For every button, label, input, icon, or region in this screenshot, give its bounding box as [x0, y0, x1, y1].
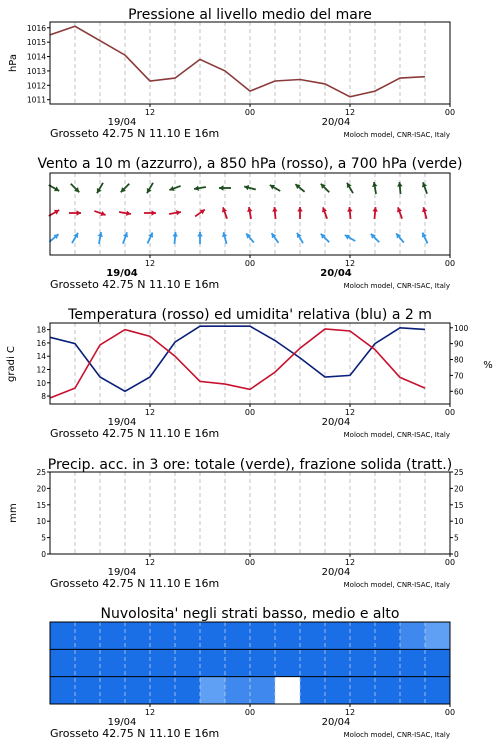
cloud-cell-medio — [425, 649, 451, 677]
model-credit: Moloch model, CNR-ISAC, Italy — [343, 431, 450, 439]
wind-arrow-10m — [172, 232, 177, 244]
x-tick-label: 00 — [244, 259, 256, 268]
y2-tick-label: 5 — [454, 533, 459, 543]
y2-tick-label: 90 — [454, 339, 464, 349]
cloud-cell-alto — [350, 622, 376, 650]
x-tick-label: 00 — [444, 558, 456, 567]
wind-arrow-10m — [49, 234, 58, 242]
y-tick-label: 10 — [36, 517, 46, 527]
chart-title: Nuvolosita' negli strati basso, medio e alto — [100, 606, 400, 622]
x-tick-label: 12 — [144, 408, 156, 417]
wind-arrow-700hpa — [147, 183, 153, 193]
wind-arrow-head — [152, 210, 157, 215]
x-tick-label: 12 — [144, 708, 156, 717]
x-tick-label: 00 — [444, 259, 456, 268]
y2-tick-label: 15 — [454, 500, 464, 510]
date-label: 20/04 — [321, 567, 351, 578]
y-tick-label: 1013 — [26, 66, 46, 76]
x-tick-label: 12 — [344, 259, 356, 268]
y-axis-label: mm — [8, 503, 19, 523]
cloud-cell-basso — [300, 677, 326, 705]
cloud-cell-medio — [75, 649, 101, 677]
x-tick-label: 00 — [244, 408, 256, 417]
cloud-cell-medio — [400, 649, 426, 677]
cloud-cell-medio — [375, 649, 401, 677]
cloud-cell-alto — [75, 622, 101, 650]
wind-arrow-850hpa — [397, 207, 402, 218]
wind-arrow-850hpa — [372, 207, 377, 219]
y-tick-label: 1014 — [26, 52, 46, 62]
model-credit: Moloch model, CNR-ISAC, Italy — [343, 581, 450, 589]
y-tick-label: 1011 — [26, 95, 46, 105]
cloud-cell-basso — [275, 677, 301, 705]
wind-arrow-10m — [371, 234, 379, 242]
wind-arrow-700hpa — [97, 183, 103, 193]
x-tick-label: 12 — [344, 108, 356, 117]
x-tick-label: 00 — [444, 108, 456, 117]
cloud-cell-alto — [225, 622, 251, 650]
x-tick-label: 00 — [244, 558, 256, 567]
y2-tick-label: 0 — [454, 550, 459, 559]
cloud-cell-basso — [75, 677, 101, 705]
plot-frame-temperature — [50, 323, 450, 404]
wind-arrow-850hpa — [322, 207, 327, 218]
cloud-cell-medio — [50, 649, 76, 677]
wind-arrow-10m — [345, 235, 355, 241]
date-label: 19/04 — [107, 117, 137, 128]
wind-arrow-head — [219, 185, 224, 190]
cloud-cell-basso — [250, 677, 276, 705]
location-label: Grosseto 42.75 N 11.10 E 16m — [50, 727, 220, 740]
wind-arrow-10m — [297, 233, 303, 243]
cloud-cell-alto — [200, 622, 226, 650]
wind-arrow-head — [77, 210, 82, 215]
cloud-cell-basso — [50, 677, 76, 705]
cloud-cell-medio — [125, 649, 151, 677]
cloud-cell-medio — [250, 649, 276, 677]
wind-arrow-10m — [98, 232, 103, 244]
cloud-cell-basso — [200, 677, 226, 705]
wind-arrow-head — [372, 207, 377, 212]
cloud-cell-alto — [425, 622, 451, 650]
plot-frame-precip — [50, 472, 450, 554]
cloud-cell-basso — [150, 677, 176, 705]
y-tick-label: 0 — [41, 550, 46, 559]
wind-arrow-10m — [197, 232, 202, 244]
wind-arrow-700hpa — [372, 182, 377, 194]
wind-arrow-10m — [72, 233, 78, 243]
x-tick-label: 00 — [244, 708, 256, 717]
x-tick-label: 12 — [144, 259, 156, 268]
cloud-cell-alto — [300, 622, 326, 650]
wind-arrow-850hpa — [297, 207, 302, 219]
pressure-line — [50, 26, 425, 97]
cloud-cell-alto — [275, 622, 301, 650]
humidity-line — [50, 326, 425, 391]
x-tick-label: 00 — [444, 408, 456, 417]
wind-arrow-700hpa — [71, 184, 79, 192]
wind-arrow-700hpa — [347, 183, 353, 193]
x-tick-label: 12 — [344, 708, 356, 717]
cloud-cell-medio — [175, 649, 201, 677]
x-tick-label: 00 — [244, 108, 256, 117]
wind-arrow-head — [172, 232, 177, 237]
cloud-cell-alto — [50, 622, 76, 650]
date-label: 19/04 — [107, 717, 137, 728]
location-label: Grosseto 42.75 N 11.10 E 16m — [50, 127, 220, 140]
y2-tick-label: 80 — [454, 355, 464, 365]
y-tick-label: 15 — [36, 500, 46, 510]
location-label: Grosseto 42.75 N 11.10 E 16m — [50, 577, 220, 590]
chart-title: Pressione al livello medio del mare — [128, 7, 372, 23]
cloud-cell-medio — [300, 649, 326, 677]
wind-arrow-10m — [321, 234, 329, 242]
wind-arrow-head — [272, 207, 277, 212]
cloud-cell-alto — [250, 622, 276, 650]
cloud-cell-alto — [325, 622, 351, 650]
wind-arrow-head — [397, 182, 402, 187]
y2-tick-label: 10 — [454, 517, 464, 527]
y2-axis-label: % — [483, 360, 493, 371]
cloud-cell-basso — [425, 677, 451, 705]
y-tick-label: 14 — [36, 352, 46, 362]
y2-tick-label: 100 — [454, 323, 469, 333]
chart-title: Temperatura (rosso) ed umidita' relativa (blu) a 2 m — [68, 307, 432, 323]
wind-arrow-head — [197, 232, 202, 237]
y-tick-label: 10 — [36, 378, 46, 388]
cloud-cell-alto — [175, 622, 201, 650]
cloud-cell-medio — [275, 649, 301, 677]
y-tick-label: 12 — [36, 365, 46, 375]
cloud-cell-basso — [400, 677, 426, 705]
cloud-cell-basso — [325, 677, 351, 705]
model-credit: Moloch model, CNR-ISAC, Italy — [343, 731, 450, 739]
wind-arrow-850hpa — [347, 207, 352, 219]
model-credit: Moloch model, CNR-ISAC, Italy — [343, 131, 450, 139]
y-tick-label: 18 — [36, 325, 46, 335]
cloud-cell-medio — [100, 649, 126, 677]
chart-title: Vento a 10 m (azzurro), a 850 hPa (rosso), a 700 hPa (verde) — [37, 156, 463, 172]
date-label: 20/04 — [321, 717, 351, 728]
wind-arrow-10m — [246, 233, 254, 242]
y2-tick-label: 70 — [454, 371, 464, 381]
wind-arrow-700hpa — [121, 184, 129, 192]
x-tick-label: 12 — [144, 108, 156, 117]
cloud-cell-basso — [100, 677, 126, 705]
wind-arrow-head — [347, 207, 352, 212]
date-label: 19/04 — [106, 268, 138, 279]
y2-tick-label: 60 — [454, 387, 464, 397]
chart-title: Precip. acc. in 3 ore: totale (verde), frazione solida (tratt.) — [47, 457, 453, 473]
wind-arrow-10m — [422, 233, 428, 244]
wind-arrow-head — [297, 207, 302, 212]
wind-arrow-10m — [222, 232, 227, 244]
cloud-cell-basso — [175, 677, 201, 705]
y-tick-label: 5 — [41, 533, 46, 543]
date-label: 20/04 — [321, 117, 351, 128]
y-tick-label: 16 — [36, 338, 46, 348]
x-tick-label: 00 — [444, 708, 456, 717]
location-label: Grosseto 42.75 N 11.10 E 16m — [50, 278, 220, 291]
cloud-cell-alto — [375, 622, 401, 650]
wind-arrow-10m — [123, 232, 128, 243]
cloud-cell-medio — [150, 649, 176, 677]
wind-arrow-10m — [396, 233, 404, 242]
y2-tick-label: 25 — [454, 468, 464, 477]
y-axis-label: hPa — [8, 53, 19, 73]
cloud-cell-alto — [100, 622, 126, 650]
temperature-line — [50, 329, 425, 398]
cloud-cell-basso — [350, 677, 376, 705]
y-tick-label: 1015 — [26, 38, 46, 48]
cloud-cell-basso — [375, 677, 401, 705]
x-tick-label: 12 — [344, 408, 356, 417]
date-label: 20/04 — [320, 268, 352, 279]
x-tick-label: 12 — [144, 558, 156, 567]
y-tick-label: 1016 — [26, 23, 46, 33]
date-label: 20/04 — [321, 417, 351, 428]
date-label: 19/04 — [107, 567, 137, 578]
cloud-cell-alto — [150, 622, 176, 650]
wind-arrow-700hpa — [422, 182, 427, 193]
wind-arrow-850hpa — [272, 207, 277, 219]
cloud-cell-medio — [225, 649, 251, 677]
date-label: 19/04 — [107, 417, 137, 428]
x-tick-label: 12 — [344, 558, 356, 567]
wind-arrow-850hpa — [222, 207, 227, 218]
y-tick-label: 20 — [36, 484, 46, 494]
cloud-cell-basso — [125, 677, 151, 705]
cloud-cell-alto — [400, 622, 426, 650]
wind-arrow-700hpa — [397, 182, 402, 194]
cloud-cell-medio — [325, 649, 351, 677]
cloud-cell-medio — [200, 649, 226, 677]
wind-arrow-10m — [147, 233, 153, 244]
cloud-cell-alto — [125, 622, 151, 650]
y-tick-label: 25 — [36, 468, 46, 477]
y2-tick-label: 20 — [454, 484, 464, 494]
y-tick-label: 8 — [41, 392, 46, 402]
y-tick-label: 1012 — [26, 81, 46, 91]
wind-arrow-10m — [272, 233, 279, 243]
location-label: Grosseto 42.75 N 11.10 E 16m — [50, 427, 220, 440]
y-axis-label: gradi C — [6, 346, 17, 382]
cloud-cell-basso — [225, 677, 251, 705]
model-credit: Moloch model, CNR-ISAC, Italy — [343, 282, 450, 290]
cloud-cell-medio — [350, 649, 376, 677]
